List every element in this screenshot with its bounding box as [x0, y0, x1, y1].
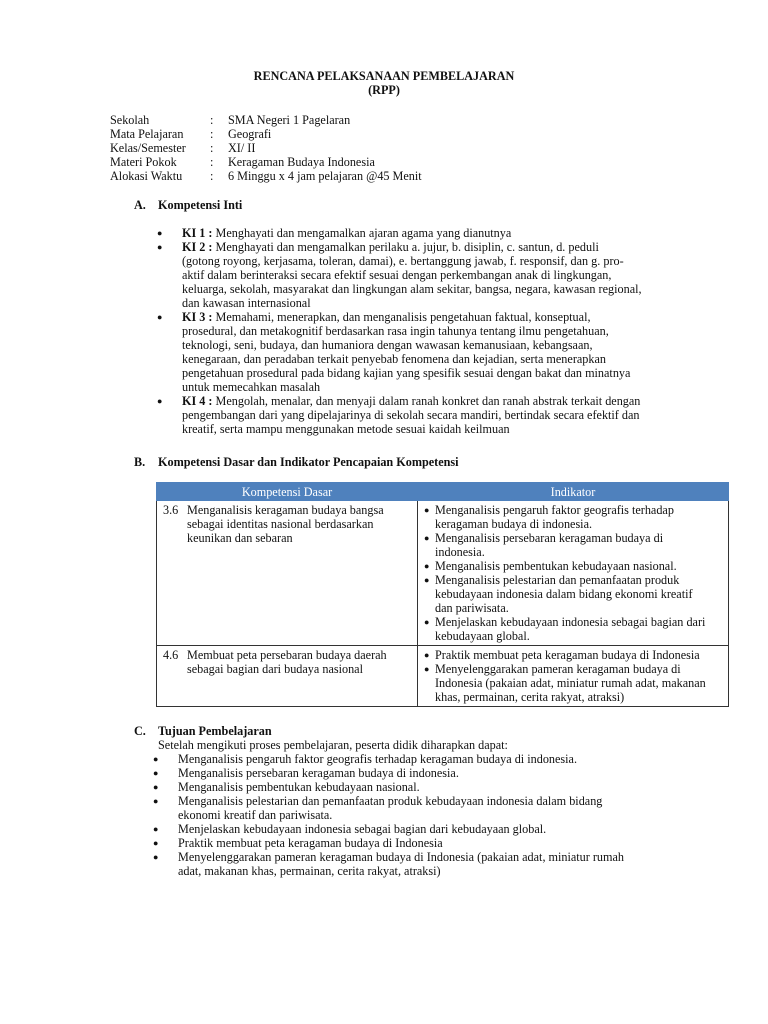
- column-header-kd: Kompetensi Dasar: [157, 483, 418, 501]
- ki-code: KI 1 :: [182, 226, 213, 240]
- list-item: [157, 310, 682, 394]
- indicator-item: [424, 615, 724, 643]
- info-row-sekolah: [110, 113, 422, 127]
- kd-entry: [163, 648, 413, 676]
- bullet-icon: ●: [153, 852, 159, 862]
- bullet-icon: ●: [153, 824, 159, 834]
- tujuan-list: [153, 752, 658, 878]
- goal-text: Menganalisis persebaran keragaman budaya di indonesia.: [178, 766, 459, 780]
- bullet-icon: ●: [424, 561, 430, 571]
- bullet-icon: ●: [153, 782, 159, 792]
- info-label: Sekolah: [110, 113, 150, 127]
- kd-cell: [157, 646, 418, 707]
- indicator-item: [424, 531, 724, 559]
- bullet-icon: ●: [153, 754, 159, 764]
- kd-cell: [157, 501, 418, 646]
- document-title: [0, 69, 768, 97]
- section-c-heading: [134, 724, 272, 738]
- kd-text: Menganalisis keragaman budaya bangsa: [187, 503, 384, 517]
- bullet-icon: ●: [157, 396, 163, 406]
- table-row: [157, 646, 729, 707]
- goal-text: Praktik membuat peta keragaman budaya di Indonesia: [178, 836, 443, 850]
- info-value: Geografi: [228, 127, 272, 141]
- indicator-text: kebudayaan global.: [435, 629, 530, 643]
- list-item: [153, 822, 658, 836]
- section-c-intro: Setelah mengikuti proses pembelajaran, peserta didik diharapkan dapat:: [158, 738, 508, 752]
- info-label: Kelas/Semester: [110, 141, 186, 155]
- bullet-icon: ●: [157, 228, 163, 238]
- identity-block: [110, 113, 422, 183]
- kd-number: 3.6: [163, 503, 179, 517]
- ki-text: kenegaraan, dan peradaban terkait penyebab fenomena dan kejadian, serta menerapkan: [182, 352, 606, 366]
- list-item: [157, 240, 682, 310]
- list-item: [153, 850, 658, 878]
- indicator-text: keragaman budaya di indonesia.: [435, 517, 593, 531]
- info-label: Materi Pokok: [110, 155, 177, 169]
- indicator-cell: [418, 501, 729, 646]
- section-letter: B.: [134, 455, 146, 469]
- bullet-icon: ●: [424, 664, 430, 674]
- indicator-text: khas, permainan, cerita rakyat, atraksi): [435, 690, 625, 704]
- ki-text: Menghayati dan mengamalkan perilaku a. jujur, b. disiplin, c. santun, d. peduli: [215, 240, 599, 254]
- goal-text: adat, makanan khas, permainan, cerita rakyat, atraksi): [178, 864, 441, 878]
- info-label: Alokasi Waktu: [110, 169, 183, 183]
- info-value: SMA Negeri 1 Pagelaran: [228, 113, 351, 127]
- goal-text: Menjelaskan kebudayaan indonesia sebagai bagian dari kebudayaan global.: [178, 822, 547, 836]
- indicator-text: Menganalisis pelestarian dan pemanfaatan produk: [435, 573, 680, 587]
- list-item: [153, 780, 658, 794]
- kompetensi-inti-list: [157, 226, 682, 436]
- kd-text: sebagai identitas nasional berdasarkan: [187, 517, 374, 531]
- ki-text: Menghayati dan mengamalkan ajaran agama yang dianutnya: [215, 226, 512, 240]
- indicator-item: [424, 573, 724, 615]
- ki-text: teknologi, seni, budaya, dan humaniora dengan wawasan kemanusiaan, kebangsaan,: [182, 338, 593, 352]
- title-line-1: RENCANA PELAKSANAAN PEMBELAJARAN: [253, 69, 515, 83]
- kd-text: Membuat peta persebaran budaya daerah: [187, 648, 387, 662]
- indicator-item: [424, 662, 724, 704]
- indicator-item: [424, 648, 724, 662]
- goal-text: Menganalisis pelestarian dan pemanfaatan produk kebudayaan indonesia dalam bidang: [178, 794, 603, 808]
- ki-code: KI 3 :: [182, 310, 213, 324]
- indicator-text: Menganalisis pembentukan kebudayaan nasional.: [435, 559, 677, 573]
- indicator-text: Indonesia (pakaian adat, miniatur rumah adat, makanan: [435, 676, 706, 690]
- kd-entry: [163, 503, 413, 545]
- indicator-item: [424, 503, 724, 531]
- list-item: [153, 752, 658, 766]
- goal-text: Menyelenggarakan pameran keragaman budaya di Indonesia (pakaian adat, miniatur rumah: [178, 850, 625, 864]
- section-title: Kompetensi Dasar dan Indikator Pencapaian Kompetensi: [158, 455, 459, 469]
- title-line-2: (RPP): [368, 83, 400, 97]
- kd-text: keunikan dan sebaran: [187, 531, 293, 545]
- section-letter: C.: [134, 724, 146, 738]
- bullet-icon: ●: [424, 533, 430, 543]
- bullet-icon: ●: [424, 617, 430, 627]
- bullet-icon: ●: [424, 505, 430, 515]
- info-row-materi-pokok: [110, 155, 422, 169]
- indicator-text: Menganalisis pengaruh faktor geografis terhadap: [435, 503, 674, 517]
- info-row-mata-pelajaran: [110, 127, 422, 141]
- ki-text: (gotong royong, kerjasama, toleran, damai), e. bertanggung jawab, f. responsif, dan g. pro-: [182, 254, 624, 268]
- kd-indicator-table: [156, 482, 729, 707]
- info-value: XI/ II: [228, 141, 256, 155]
- bullet-icon: ●: [153, 838, 159, 848]
- list-item: [153, 836, 658, 850]
- info-colon: :: [210, 127, 214, 141]
- ki-text: pengetahuan prosedural pada bidang kajian yang spesifik sesuai dengan bakat dan minatnya: [182, 366, 631, 380]
- ki-text: Memahami, menerapkan, dan menganalisis pengetahuan faktual, konseptual,: [215, 310, 591, 324]
- indicator-text: dan pariwisata.: [435, 601, 509, 615]
- list-item: [153, 766, 658, 780]
- ki-code: KI 2 :: [182, 240, 213, 254]
- info-colon: :: [210, 169, 214, 183]
- goal-text: Menganalisis pembentukan kebudayaan nasional.: [178, 780, 420, 794]
- ki-text: untuk memecahkan masalah: [182, 380, 321, 394]
- kd-number: 4.6: [163, 648, 179, 662]
- ki-code: KI 4 :: [182, 394, 213, 408]
- bullet-icon: ●: [153, 796, 159, 806]
- indicator-text: kebudayaan indonesia dalam bidang ekonomi kreatif: [435, 587, 693, 601]
- info-colon: :: [210, 113, 214, 127]
- ki-text: kreatif, serta mampu menggunakan metode sesuai kaidah keilmuan: [182, 422, 510, 436]
- ki-text: keluarga, sekolah, masyarakat dan lingkungan alam sekitar, bangsa, negara, kawasan regional,: [182, 282, 642, 296]
- info-row-kelas-semester: [110, 141, 422, 155]
- section-title: Kompetensi Inti: [158, 198, 243, 212]
- indicator-text: Praktik membuat peta keragaman budaya di Indonesia: [435, 648, 700, 662]
- list-item: [157, 394, 682, 436]
- bullet-icon: ●: [157, 312, 163, 322]
- info-colon: :: [210, 141, 214, 155]
- indicator-text: Menganalisis persebaran keragaman budaya di: [435, 531, 664, 545]
- table-header-row: [157, 483, 729, 501]
- indicator-cell: [418, 646, 729, 707]
- indicator-item: [424, 559, 724, 573]
- list-item: [157, 226, 682, 240]
- ki-text: prosedural, dan metakognitif berdasarkan rasa ingin tahunya tentang ilmu pengetahuan,: [182, 324, 609, 338]
- ki-text: Mengolah, menalar, dan menyaji dalam ranah konkret dan ranah abstrak terkait dengan: [215, 394, 641, 408]
- goal-text: Menganalisis pengaruh faktor geografis terhadap keragaman budaya di indonesia.: [178, 752, 577, 766]
- indicator-text: Menyelenggarakan pameran keragaman budaya di: [435, 662, 681, 676]
- bullet-icon: ●: [157, 242, 163, 252]
- info-row-alokasi-waktu: [110, 169, 422, 183]
- ki-text: aktif dalam berinteraksi secara efektif sesuai dengan perkembangan anak di lingkungan,: [182, 268, 612, 282]
- bullet-icon: ●: [424, 650, 430, 660]
- info-value: Keragaman Budaya Indonesia: [228, 155, 375, 169]
- indicator-text: indonesia.: [435, 545, 485, 559]
- info-value: 6 Minggu x 4 jam pelajaran @45 Menit: [228, 169, 422, 183]
- section-b-heading: [134, 455, 459, 469]
- indicator-text: Menjelaskan kebudayaan indonesia sebagai bagian dari: [435, 615, 706, 629]
- kd-text: sebagai bagian dari budaya nasional: [187, 662, 363, 676]
- section-title: Tujuan Pembelajaran: [158, 724, 272, 738]
- list-item: [153, 794, 658, 822]
- bullet-icon: ●: [153, 768, 159, 778]
- section-a-heading: [134, 198, 242, 212]
- info-colon: :: [210, 155, 214, 169]
- info-label: Mata Pelajaran: [110, 127, 184, 141]
- bullet-icon: ●: [424, 575, 430, 585]
- ki-text: pengembangan dari yang dipelajarinya di sekolah secara mandiri, bertindak secara efektif dan: [182, 408, 640, 422]
- table-row: [157, 501, 729, 646]
- ki-text: dan kawasan internasional: [182, 296, 311, 310]
- goal-text: ekonomi kreatif dan pariwisata.: [178, 808, 333, 822]
- section-letter: A.: [134, 198, 146, 212]
- column-header-indicator: Indikator: [418, 483, 729, 501]
